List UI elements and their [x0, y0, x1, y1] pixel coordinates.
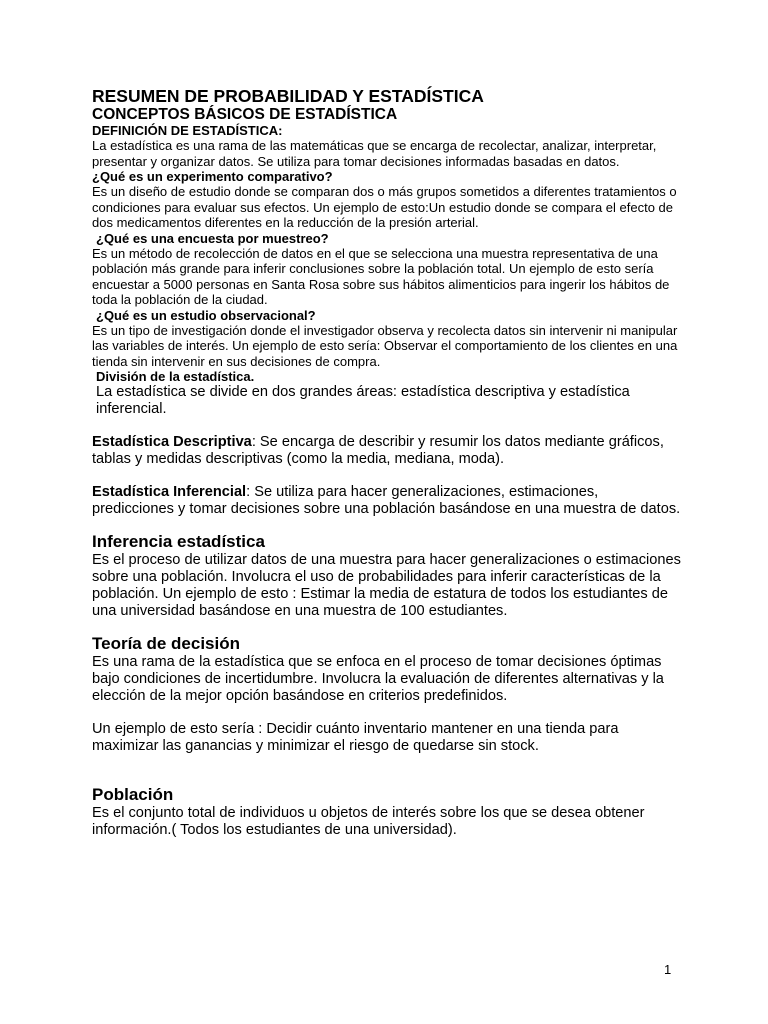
division-heading: División de la estadística.	[96, 369, 255, 384]
decision-text: Es una rama de la estadística que se enfoca en el proceso de tomar decisiones óptimas bajo condiciones de incertidumbre. Involucra la evaluación de diferentes alternativas y la elección de la mejor opción basándose en criterios predefinidos.	[92, 654, 664, 704]
experiment-text: Es un diseño de estudio donde se comparan dos o más grupos sometidos a diferentes tratamientos o condiciones para evaluar sus efectos. Un ejemplo de esto:Un estudio donde se compara el efecto de dos medicamentos diferentes en la reducción de la presión arterial.	[92, 184, 677, 230]
page-number: 1	[664, 962, 672, 977]
decision-heading: Teoría de decisión	[92, 634, 241, 653]
descriptive-paragraph	[92, 434, 682, 468]
document-title: RESUMEN DE PROBABILIDAD Y ESTADÍSTICA	[92, 86, 484, 106]
inferential-text: : Se utiliza para hacer generalizaciones, estimaciones, predicciones y tomar decisiones sobre una población basándose en una muestra de datos.	[92, 484, 681, 517]
descriptive-term: Estadística Descriptiva	[92, 434, 252, 450]
observational-text: Es un tipo de investigación donde el investigador observa y recolecta datos sin intervenir ni manipular las variables de interés. Un ejemplo de esto sería: Observar el comportamiento de los clientes en una tienda sin intervenir en sus decisiones de compra.	[92, 322, 678, 369]
descriptive-text: : Se encarga de describir y resumir los datos mediante gráficos, tablas y medidas descriptivas (como la media, mediana, moda).	[92, 434, 664, 467]
document-body	[92, 86, 682, 839]
section-subtitle: CONCEPTOS BÁSICOS DE ESTADÍSTICA	[92, 106, 398, 123]
inferential-paragraph	[92, 484, 682, 518]
inferential-term: Estadística Inferencial	[92, 484, 247, 500]
definition-text: La estadística es una rama de las matemáticas que se encarga de recolectar, analizar, interpretar, presentar y organizar datos. Se utiliza para tomar decisiones informadas basadas en datos.	[92, 138, 657, 169]
survey-heading: ¿Qué es una encuesta por muestreo?	[96, 230, 329, 246]
division-text: La estadística se divide en dos grandes áreas: estadística descriptiva y estadística inferencial.	[96, 384, 630, 417]
survey-text: Es un método de recolección de datos en el que se selecciona una muestra representativa de una población más grande para inferir conclusiones sobre la población total. Un ejemplo de esto sería encuestar a 5000 personas en Santa Rosa sobre sus hábitos alimenticios para ingerir los hábitos de toda la población de la ciudad.	[92, 245, 670, 307]
experiment-heading: ¿Qué es un experimento comparativo?	[92, 169, 333, 184]
population-heading: Población	[92, 785, 174, 804]
population-text: Es el conjunto total de individuos u objetos de interés sobre los que se desea obtener información.( Todos los estudiantes de una universidad).	[92, 805, 645, 838]
observational-heading: ¿Qué es un estudio observacional?	[96, 307, 316, 323]
definition-heading: DEFINICIÓN DE ESTADÍSTICA:	[92, 123, 283, 138]
decision-example: Un ejemplo de esto sería : Decidir cuánto inventario mantener en una tienda para maximizar las ganancias y minimizar el riesgo de quedarse sin stock.	[92, 721, 619, 754]
inference-heading: Inferencia estadística	[92, 532, 265, 551]
inference-text: Es el proceso de utilizar datos de una muestra para hacer generalizaciones o estimaciones sobre una población. Involucra el uso de probabilidades para inferir características de la población. Un ejemplo de esto : Estimar la media de estatura de todos los estudiantes de una universidad basándose en una muestra de 100 estudiantes.	[92, 552, 681, 619]
